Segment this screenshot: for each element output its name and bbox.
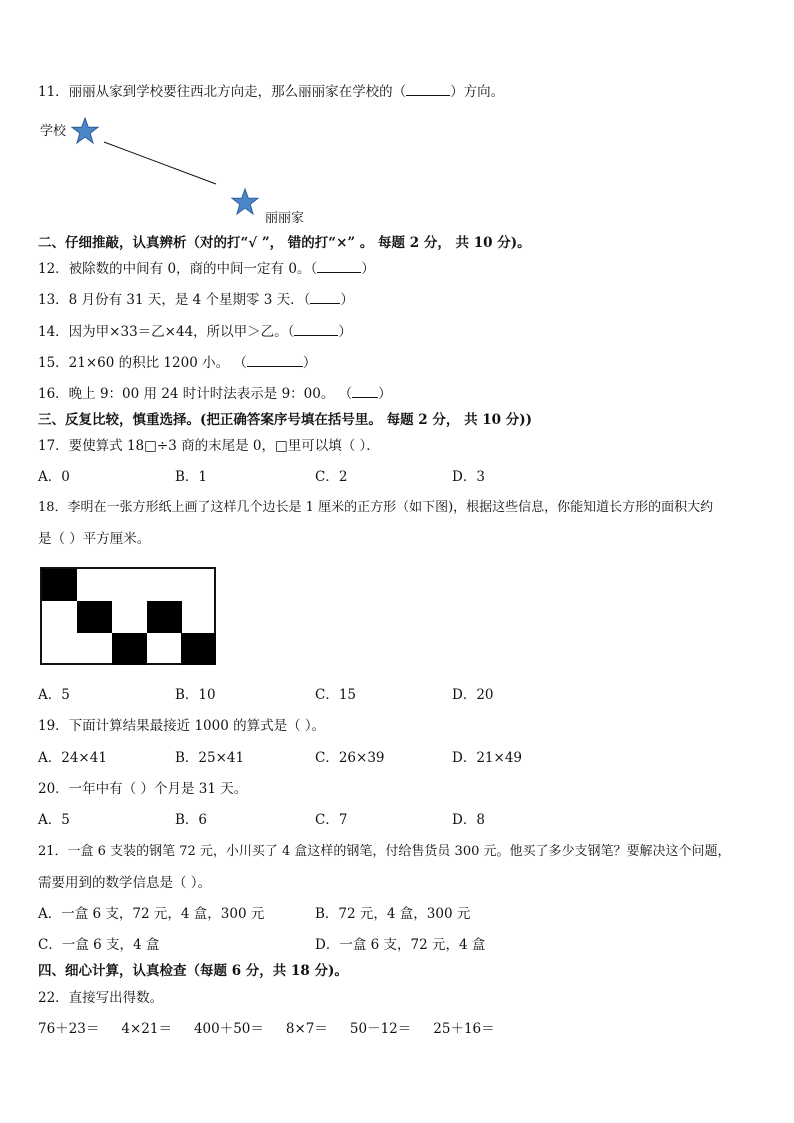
answer-blank[interactable] (352, 385, 378, 398)
square-5 (181, 633, 216, 665)
question-12-text: 12．被除数的中间有 0，商的中间一定有 0。（ (38, 261, 318, 277)
question-21-line2: 需要用到的数学信息是（ ）。 (38, 875, 212, 891)
question-18-line2: 是（ ）平方厘米。 (38, 531, 151, 547)
square-2 (77, 601, 112, 633)
option-c[interactable]: C．7 (315, 812, 348, 828)
option-d[interactable]: D．一盒 6 支，72 元，4 盒 (315, 937, 486, 953)
option-a[interactable]: A．0 (38, 469, 70, 485)
question-17: 17．要使算式 18□÷3 商的末尾是 0，□里可以填（ ）． (38, 438, 380, 454)
option-b[interactable]: B．1 (175, 469, 208, 485)
question-14 (38, 323, 352, 341)
answer-blank[interactable] (317, 260, 361, 273)
option-d[interactable]: D．3 (452, 469, 485, 485)
square-1 (42, 569, 77, 601)
question-19: 19．下面计算结果最接近 1000 的算式是（ ）。 (38, 718, 326, 734)
question-13 (38, 291, 354, 309)
question-15-text-end: ） (302, 355, 317, 371)
option-c[interactable]: C．2 (315, 469, 348, 485)
option-c[interactable]: C．15 (315, 687, 357, 703)
option-b[interactable]: B．25×41 (175, 750, 245, 766)
question-21-line1: 21．一盒 6 支装的钢笔 72 元，小川买了 4 盒这样的钢笔，付给售货员 300 元。他买了多少支钢笔？要解决这个问题， (38, 844, 731, 859)
rectangle-grid-figure (40, 567, 216, 665)
option-a[interactable]: A．5 (38, 687, 70, 703)
answer-blank[interactable] (247, 354, 303, 367)
label-school: 学校 (40, 124, 67, 139)
path-line (0, 0, 794, 230)
question-16-text-end: ） (378, 386, 392, 402)
question-15 (38, 354, 316, 372)
square-4 (147, 601, 182, 633)
label-home: 丽丽家 (265, 211, 305, 226)
question-11-text: 11．丽丽从家到学校要往西北方向走，那么丽丽家在学校的（ (38, 84, 407, 100)
calc-item: 400＋50＝ (193, 1021, 264, 1037)
option-a[interactable]: A．一盒 6 支，72 元，4 盒，300 元 (38, 906, 265, 922)
question-14-text: 14．因为甲×33＝乙×44，所以甲＞乙。（ (38, 324, 295, 340)
square-3 (112, 633, 147, 665)
option-a[interactable]: A．5 (38, 812, 70, 828)
section-3-title: 三、反复比较，慎重选择。(把正确答案序号填在括号里。 每题 2 分， 共 10 分)) (38, 412, 533, 428)
question-18-line1: 18．李明在一张方形纸上画了这样几个边长是 1 厘米的正方形（如下图)，根据这些信息，你能知道长方形的面积大约 (38, 500, 714, 515)
option-b[interactable]: B．72 元，4 盒，300 元 (315, 906, 471, 922)
option-b[interactable]: B．6 (175, 812, 208, 828)
calc-item: 25＋16＝ (433, 1021, 495, 1037)
calc-item: 4×21＝ (121, 1021, 172, 1037)
calc-item: 76＋23＝ (38, 1021, 100, 1037)
section-2-title: 二、仔细推敲，认真辨析（对的打“√ ”， 错的打“×” 。 每题 2 分， 共 10 分)。 (38, 235, 531, 251)
question-16-text: 16．晚上 9：00 用 24 时计时法表示是 9：00。 （ (38, 386, 353, 402)
answer-blank[interactable] (310, 291, 340, 304)
direction-diagram (0, 0, 794, 230)
option-c[interactable]: C．一盒 6 支，4 盒 (38, 937, 160, 953)
question-13-text-end: ） (340, 292, 354, 308)
option-d[interactable]: D．21×49 (452, 750, 522, 766)
calc-item: 50－12＝ (349, 1021, 412, 1037)
calculation-row (38, 1020, 517, 1038)
option-d[interactable]: D．8 (452, 812, 485, 828)
option-b[interactable]: B．10 (175, 687, 216, 703)
question-16 (38, 385, 392, 403)
question-11-text-end: ）方向。 (450, 84, 505, 100)
star-icon (231, 188, 259, 216)
answer-blank[interactable] (294, 323, 338, 336)
question-12-text-end: ） (361, 261, 375, 277)
option-d[interactable]: D．20 (452, 687, 494, 703)
question-22: 22．直接写出得数。 (38, 990, 164, 1006)
question-20: 20．一年中有（ ）个月是 31 天。 (38, 781, 248, 797)
question-14-text-end: ） (338, 324, 352, 340)
option-a[interactable]: A．24×41 (38, 750, 107, 766)
question-15-text: 15．21×60 的积比 1200 小。 （ (38, 355, 247, 371)
calc-item: 8×7＝ (285, 1021, 328, 1037)
question-13-text: 13．8 月份有 31 天，是 4 个星期零 3 天．（ (38, 292, 311, 308)
option-c[interactable]: C．26×39 (315, 750, 385, 766)
section-4-title: 四、细心计算，认真检查（每题 6 分，共 18 分)。 (38, 963, 348, 979)
question-12 (38, 260, 375, 278)
